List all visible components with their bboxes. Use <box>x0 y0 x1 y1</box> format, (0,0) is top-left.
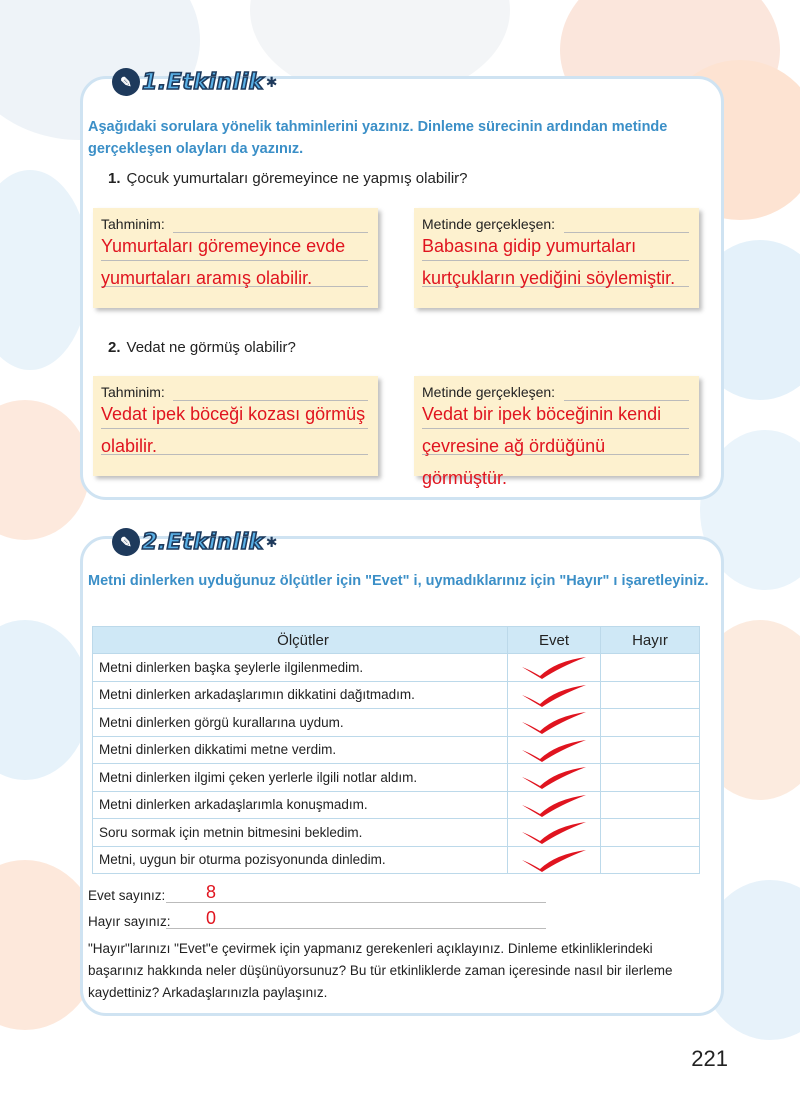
criterion-cell: Metni dinlerken arkadaşlarımla konuşmadım. <box>93 791 508 819</box>
actual-answer[interactable]: Vedat bir ipek böceğinin kendi çevresine ağ ördüğünü görmüştür. <box>422 404 662 488</box>
actual-label: Metinde gerçekleşen: <box>422 216 556 232</box>
criterion-cell: Metni dinlerken görgü kurallarına uydum. <box>93 709 508 737</box>
guess-label: Tahminim: <box>101 216 165 232</box>
activity-1-title: Etkinlik <box>166 69 264 95</box>
activity-1-badge: ✎ 1 . Etkinlik ✱ <box>112 66 278 98</box>
evet-cell[interactable] <box>508 654 601 682</box>
activity-2-title: Etkinlik <box>166 529 264 555</box>
evet-count-value[interactable]: 8 <box>206 882 217 902</box>
background-bubble <box>0 400 90 540</box>
question-2 <box>108 339 296 356</box>
evet-cell[interactable] <box>508 764 601 792</box>
checkmark-icon <box>508 738 600 762</box>
hayir-cell[interactable] <box>601 654 700 682</box>
actual-note-1[interactable] <box>414 208 699 308</box>
star-icon: ✱ <box>265 73 278 90</box>
actual-answer[interactable]: Babasına gidip yumurtaları kurtçukların yediğini söylemiştir. <box>422 236 676 288</box>
activity-2-badge: ✎ 2 . Etkinlik ✱ <box>112 526 278 558</box>
question-1-text: Çocuk yumurtaları göremeyince ne yapmış olabilir? <box>126 170 468 187</box>
question-2-text: Vedat ne görmüş olabilir? <box>126 339 296 356</box>
table-row <box>93 654 700 682</box>
criterion-cell: Metni dinlerken ilgimi çeken yerlerle ilgili notlar aldım. <box>93 764 508 792</box>
activity-1-number: 1 <box>142 69 158 95</box>
evet-cell[interactable] <box>508 681 601 709</box>
hayir-cell[interactable] <box>601 764 700 792</box>
table-row <box>93 681 700 709</box>
header-hayir: Hayır <box>601 627 700 654</box>
evet-cell[interactable] <box>508 736 601 764</box>
activity-2-number: 2 <box>142 529 158 555</box>
pencil-character-icon: ✎ <box>112 528 140 556</box>
table-row <box>93 791 700 819</box>
hayir-cell[interactable] <box>601 791 700 819</box>
hayir-count <box>88 908 217 929</box>
criterion-cell: Metni dinlerken dikkatimi metne verdim. <box>93 736 508 764</box>
hayir-cell[interactable] <box>601 846 700 874</box>
background-bubble <box>0 620 90 780</box>
table-row <box>93 819 700 847</box>
question-1 <box>108 170 468 187</box>
hayir-cell[interactable] <box>601 681 700 709</box>
activity-2-instruction: Metni dinlerken uyduğunuz ölçütler için "Evet" i, uymadıklarınız için "Hayır" ı işaretleyiniz. <box>88 573 709 589</box>
checkmark-icon <box>508 710 600 734</box>
hayir-count-value[interactable]: 0 <box>206 908 217 928</box>
checkmark-icon <box>508 683 600 707</box>
table-header-row <box>93 627 700 654</box>
evet-cell[interactable] <box>508 791 601 819</box>
criterion-cell: Soru sormak için metnin bitmesini bekledim. <box>93 819 508 847</box>
checkmark-icon <box>508 793 600 817</box>
header-evet: Evet <box>508 627 601 654</box>
guess-note-2[interactable] <box>93 376 378 476</box>
evet-cell[interactable] <box>508 846 601 874</box>
background-bubble <box>0 170 90 370</box>
hayir-cell[interactable] <box>601 709 700 737</box>
actual-note-2[interactable] <box>414 376 699 488</box>
star-icon: ✱ <box>265 533 278 550</box>
criterion-cell: Metni dinlerken arkadaşlarımın dikkatini dağıtmadım. <box>93 681 508 709</box>
criterion-cell: Metni, uygun bir oturma pozisyonunda dinledim. <box>93 846 508 874</box>
table-row <box>93 736 700 764</box>
table-row <box>93 764 700 792</box>
activity-1-instruction: Aşağıdaki sorulara yönelik tahminlerini yazınız. Dinleme sürecinin ardından metinde gerçekleşen olayları da yazınız. <box>88 119 668 157</box>
checkmark-icon <box>508 848 600 872</box>
guess-note-1[interactable] <box>93 208 378 308</box>
guess-answer[interactable]: Vedat ipek böceği kozası görmüş olabilir. <box>101 404 366 456</box>
guess-answer[interactable]: Yumurtaları göremeyince evde yumurtaları aramış olabilir. <box>101 236 346 288</box>
criteria-table <box>92 626 700 874</box>
table-row <box>93 709 700 737</box>
question-2-number: 2. <box>108 339 121 356</box>
hayir-count-label: Hayır sayınız: <box>88 914 171 929</box>
checkmark-icon <box>508 820 600 844</box>
evet-count-label: Evet sayınız: <box>88 888 166 903</box>
evet-count <box>88 882 217 903</box>
closing-paragraph: "Hayır"larınızı "Evet"e çevirmek için yapmanız gerekenleri açıklayınız. Dinleme etkinliklerindeki başarınız hakkında neler düşünüyorsunuz? Bu tür etkinliklerde zaman içeresinde nasıl bir ilerleme kaydettiniz? Arkadaşlarınızla paylaşınız. <box>88 941 673 1000</box>
table-row <box>93 846 700 874</box>
evet-cell[interactable] <box>508 709 601 737</box>
evet-cell[interactable] <box>508 819 601 847</box>
checkmark-icon <box>508 765 600 789</box>
header-criteria: Ölçütler <box>93 627 508 654</box>
question-1-number: 1. <box>108 170 121 187</box>
checkmark-icon <box>508 655 600 679</box>
pencil-character-icon: ✎ <box>112 68 140 96</box>
criterion-cell: Metni dinlerken başka şeylerle ilgilenmedim. <box>93 654 508 682</box>
hayir-cell[interactable] <box>601 736 700 764</box>
actual-label: Metinde gerçekleşen: <box>422 384 556 400</box>
page-number: 221 <box>691 1046 728 1071</box>
hayir-cell[interactable] <box>601 819 700 847</box>
guess-label: Tahminim: <box>101 384 165 400</box>
